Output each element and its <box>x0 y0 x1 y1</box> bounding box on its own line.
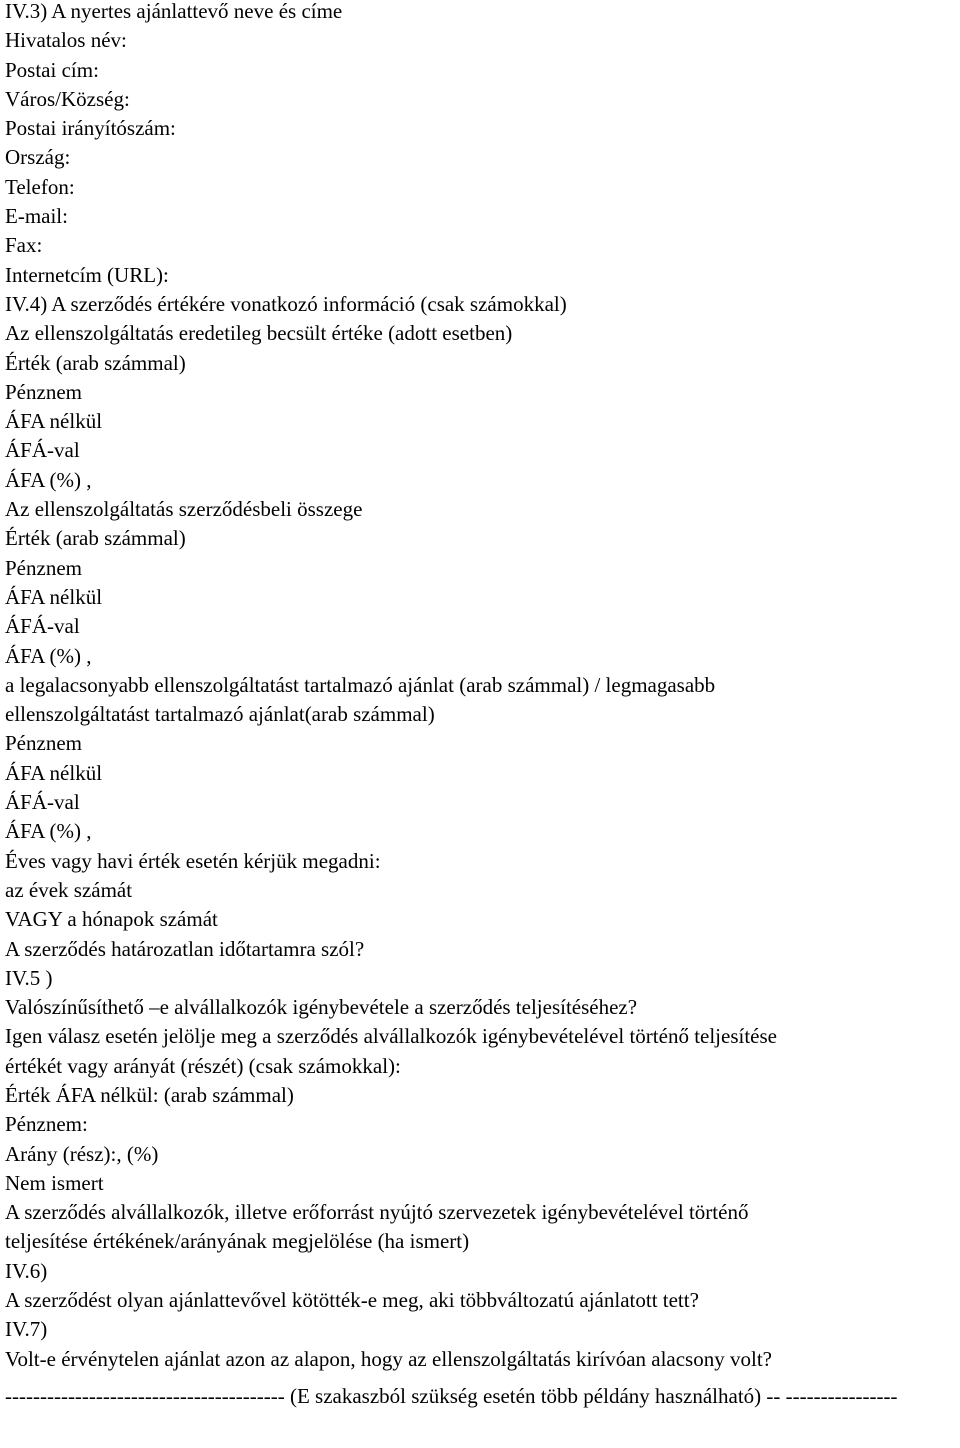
section-title-iv3: IV.3) A nyertes ajánlattevő neve és címe <box>5 0 343 23</box>
field-label-incl-vat: ÁFÁ-val <box>5 790 80 815</box>
section-title-iv5: IV.5 ) <box>5 965 53 990</box>
subheading-contract-value: Az ellenszolgáltatás szerződésbeli összege <box>5 497 363 522</box>
field-label-excl-vat: ÁFA nélkül <box>5 409 103 434</box>
field-label-excl-vat: ÁFA nélkül <box>5 584 103 609</box>
field-label-currency-colon: Pénznem: <box>5 1112 88 1137</box>
spacer <box>5 1374 957 1382</box>
field-label-vat-percent: ÁFA (%) , <box>5 819 92 844</box>
question-indefinite-term: A szerződés határozatlan időtartamra szól? <box>5 936 365 961</box>
field-label-postal-address: Postai cím: <box>5 57 99 82</box>
field-label-unknown: Nem ismert <box>5 1170 104 1195</box>
field-label-excl-vat: ÁFA nélkül <box>5 760 103 785</box>
field-label-share: Arány (rész):, (%) <box>5 1141 159 1166</box>
section-title-iv4: IV.4) A szerződés értékére vonatkozó információ (csak számokkal) <box>5 291 567 316</box>
field-label-city: Város/Község: <box>5 86 130 111</box>
question-abnormally-low: Volt-e érvénytelen ajánlat azon az alapon, hogy az ellenszolgáltatás kirívóan alacsony volt? <box>5 1346 772 1371</box>
field-label-vat-percent: ÁFA (%) , <box>5 467 92 492</box>
field-label-value-excl-vat: Érték ÁFA nélkül: (arab számmal) <box>5 1082 294 1107</box>
field-label-currency: Pénznem <box>5 555 82 580</box>
instruction-subcontractor-value-cont: értékét vagy arányát (részét) (csak számokkal): <box>5 1053 401 1078</box>
field-label-official-name: Hivatalos név: <box>5 28 127 53</box>
field-label-incl-vat: ÁFÁ-val <box>5 614 80 639</box>
field-label-vat-percent: ÁFA (%) , <box>5 643 92 668</box>
instruction-subcontractor-value: Igen válasz esetén jelölje meg a szerződés alvállalkozók igénybevételével történő teljesítése <box>5 1024 777 1049</box>
field-label-email: E-mail: <box>5 204 68 229</box>
subheading-subcontractor-resources-cont: teljesítése értékének/arányának megjelölése (ha ismert) <box>5 1229 470 1254</box>
subheading-lowest-highest-offer-cont: ellenszolgáltatást tartalmazó ajánlat(arab számmal) <box>5 702 435 727</box>
text-lines <box>5 0 957 1374</box>
field-label-years: az évek számát <box>5 877 133 902</box>
field-label-value: Érték (arab számmal) <box>5 350 186 375</box>
field-label-value: Érték (arab számmal) <box>5 526 186 551</box>
field-label-fax: Fax: <box>5 233 43 258</box>
field-label-currency: Pénznem <box>5 379 82 404</box>
section-title-iv7: IV.7) <box>5 1317 48 1342</box>
field-label-incl-vat: ÁFÁ-val <box>5 438 80 463</box>
field-label-url: Internetcím (URL): <box>5 262 169 287</box>
subheading-estimated-value: Az ellenszolgáltatás eredetileg becsült értéke (adott esetben) <box>5 321 513 346</box>
subheading-lowest-highest-offer: a legalacsonyabb ellenszolgáltatást tartalmazó ajánlat (arab számmal) / legmagasabb <box>5 672 716 697</box>
section-separator: ---------------------------------------- (E szakaszból szükség esetén több példány használható) -- ---------------- <box>5 1383 898 1408</box>
field-label-phone: Telefon: <box>5 174 75 199</box>
question-variant-offer: A szerződést olyan ajánlattevővel kötötték-e meg, aki többváltozatú ajánlatott tett? <box>5 1288 699 1313</box>
document-body <box>5 0 957 1411</box>
field-label-postal-code: Postai irányítószám: <box>5 116 176 141</box>
field-label-currency: Pénznem <box>5 731 82 756</box>
field-label-months: VAGY a hónapok számát <box>5 907 218 932</box>
subheading-subcontractor-resources: A szerződés alvállalkozók, illetve erőforrást nyújtó szervezetek igénybevételével történő <box>5 1200 749 1225</box>
instruction-annual-monthly: Éves vagy havi érték esetén kérjük megadni: <box>5 848 381 873</box>
field-label-country: Ország: <box>5 145 71 170</box>
question-subcontractors: Valószínűsíthető –e alvállalkozók igénybevétele a szerződés teljesítéséhez? <box>5 995 638 1020</box>
section-title-iv6: IV.6) <box>5 1258 48 1283</box>
